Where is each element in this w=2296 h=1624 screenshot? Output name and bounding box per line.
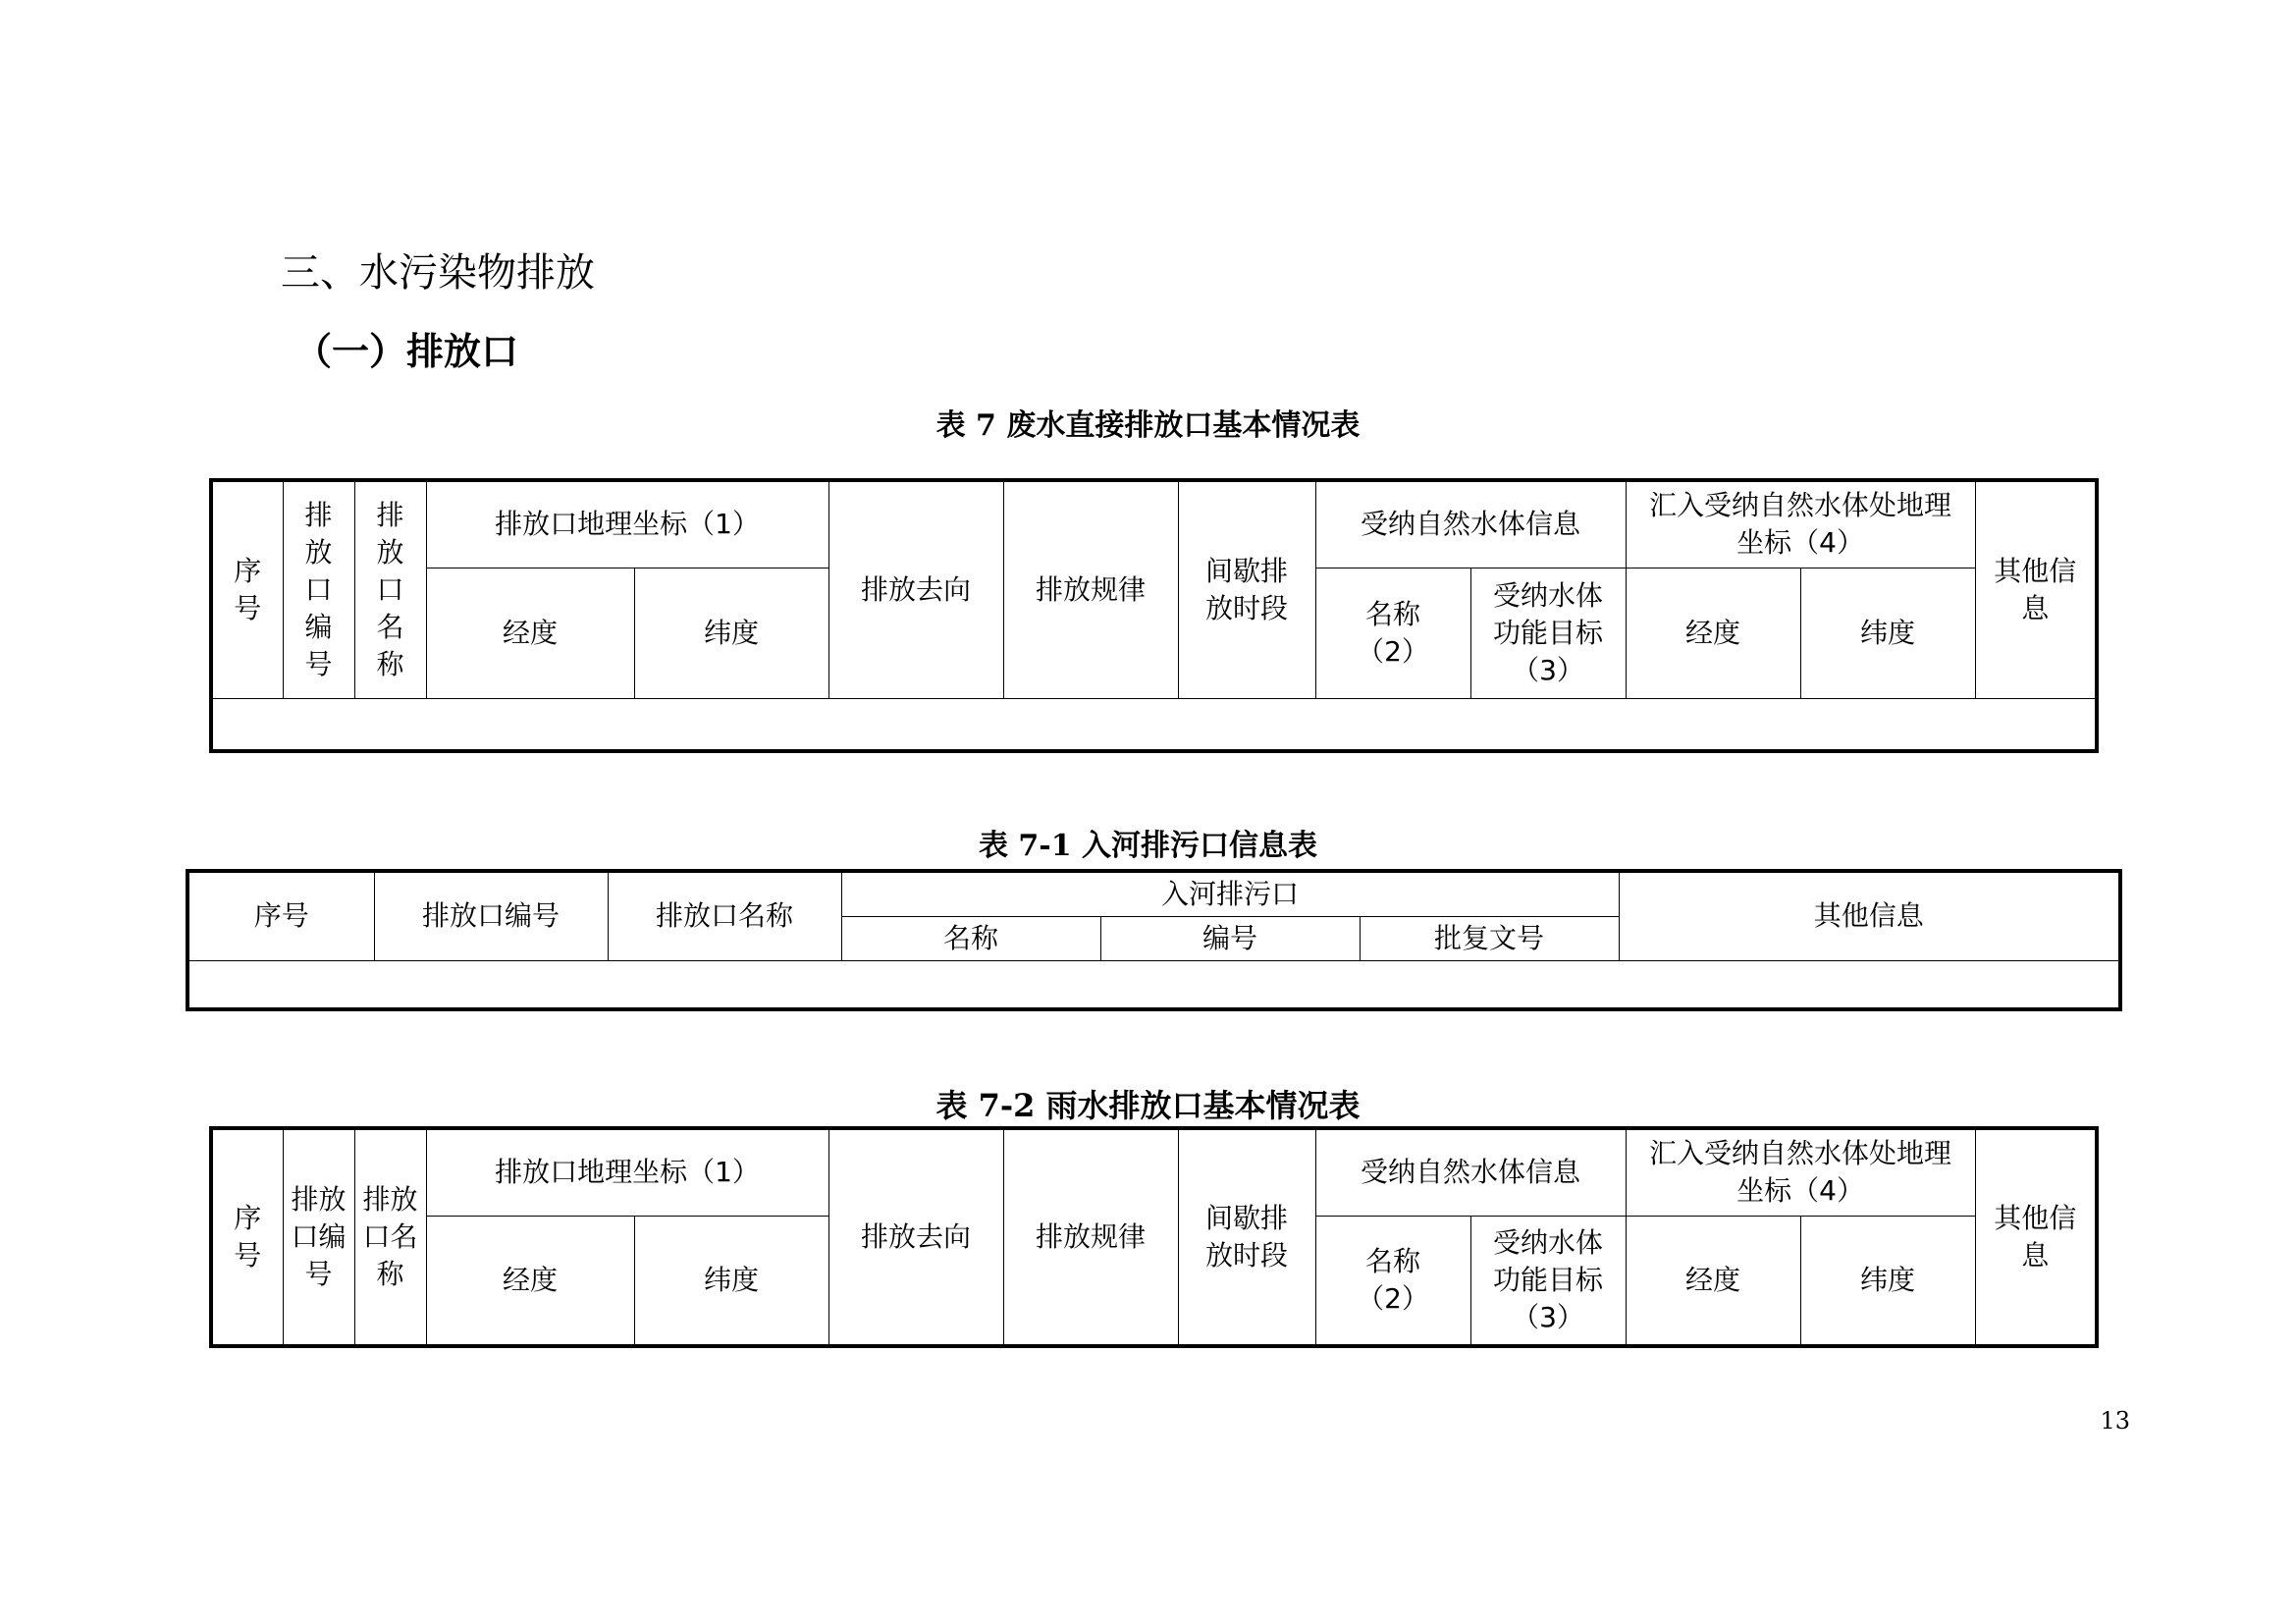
table7 [209, 478, 2099, 753]
table7-caption: 表 7 废水直接排放口基本情况表 [935, 408, 1361, 443]
table7-header-outlet-name: 排 放 口 名 称 [354, 480, 426, 698]
table7-2-header-inflow-lat: 纬度 [1800, 1216, 1975, 1346]
table7-2 [209, 1126, 2099, 1348]
table7-2-header-wb-function: 受纳水体 功能目标 （3） [1470, 1216, 1626, 1346]
table7-1-header-other: 其他信息 [1619, 871, 2120, 960]
table7-2-header-lon: 经度 [426, 1216, 634, 1346]
table7-1-header-approval: 批复文号 [1360, 916, 1619, 960]
table7-2-header-lat: 纬度 [634, 1216, 828, 1346]
table7-1-header-name: 名称 [841, 916, 1100, 960]
table7-header-inflow-lon: 经度 [1626, 568, 1800, 698]
table7-2-header-coords: 排放口地理坐标（1） [426, 1128, 828, 1216]
table7-2-header-intermittent: 间歇排 放时段 [1178, 1128, 1315, 1346]
section-title: 三、水污染物排放 [281, 250, 595, 296]
table7-1 [186, 869, 2122, 1011]
table7-header-outlet-code: 排 放 口 编 号 [283, 480, 354, 698]
table7-header-coords: 排放口地理坐标（1） [426, 480, 828, 568]
table7-2-caption: 表 7-2 雨水排放口基本情况表 [935, 1087, 1361, 1124]
table7-1-header-code: 编号 [1100, 916, 1360, 960]
table7-header-intermittent: 间歇排 放时段 [1178, 480, 1315, 698]
table7-header-water-body: 受纳自然水体信息 [1315, 480, 1626, 568]
table7-header-pattern: 排放规律 [1003, 480, 1178, 698]
table7-2-header-outlet-code: 排放 口编 号 [283, 1128, 354, 1346]
table7-1-header-outlet-name: 排放口名称 [608, 871, 841, 960]
table7-header-lat: 纬度 [634, 568, 828, 698]
table7-1-empty-row [187, 960, 2120, 1009]
table7-2-header-outlet-name: 排放 口名 称 [354, 1128, 426, 1346]
table7-header-seq: 序 号 [211, 480, 283, 698]
table7-1-header-outlet-code: 排放口编号 [374, 871, 608, 960]
table7-2-header-other: 其他信 息 [1975, 1128, 2097, 1346]
table7-2-header-pattern: 排放规律 [1003, 1128, 1178, 1346]
table7-2-header-inflow-coords: 汇入受纳自然水体处地理 坐标（4） [1626, 1128, 1975, 1216]
table7-header-inflow-lat: 纬度 [1800, 568, 1975, 698]
table7-header-direction: 排放去向 [828, 480, 1003, 698]
table7-2-header-seq: 序 号 [211, 1128, 283, 1346]
table7-2-header-inflow-lon: 经度 [1626, 1216, 1800, 1346]
table7-2-header-water-body: 受纳自然水体信息 [1315, 1128, 1626, 1216]
table7-header-inflow-coords: 汇入受纳自然水体处地理 坐标（4） [1626, 480, 1975, 568]
table7-1-header-seq: 序号 [187, 871, 374, 960]
table7-header-wb-name: 名称 （2） [1315, 568, 1470, 698]
table7-header-wb-function: 受纳水体 功能目标 （3） [1470, 568, 1626, 698]
table7-2-header-direction: 排放去向 [828, 1128, 1003, 1346]
table7-1-caption: 表 7-1 入河排污口信息表 [978, 829, 1318, 863]
table7-header-lon: 经度 [426, 568, 634, 698]
subsection-title: （一）排放口 [294, 330, 519, 373]
table7-empty-row [211, 698, 2097, 751]
table7-1-header-river-outlet: 入河排污口 [841, 871, 1619, 916]
page-number: 13 [2100, 1407, 2130, 1435]
table7-2-header-wb-name: 名称 （2） [1315, 1216, 1470, 1346]
table7-header-other: 其他信 息 [1975, 480, 2097, 698]
